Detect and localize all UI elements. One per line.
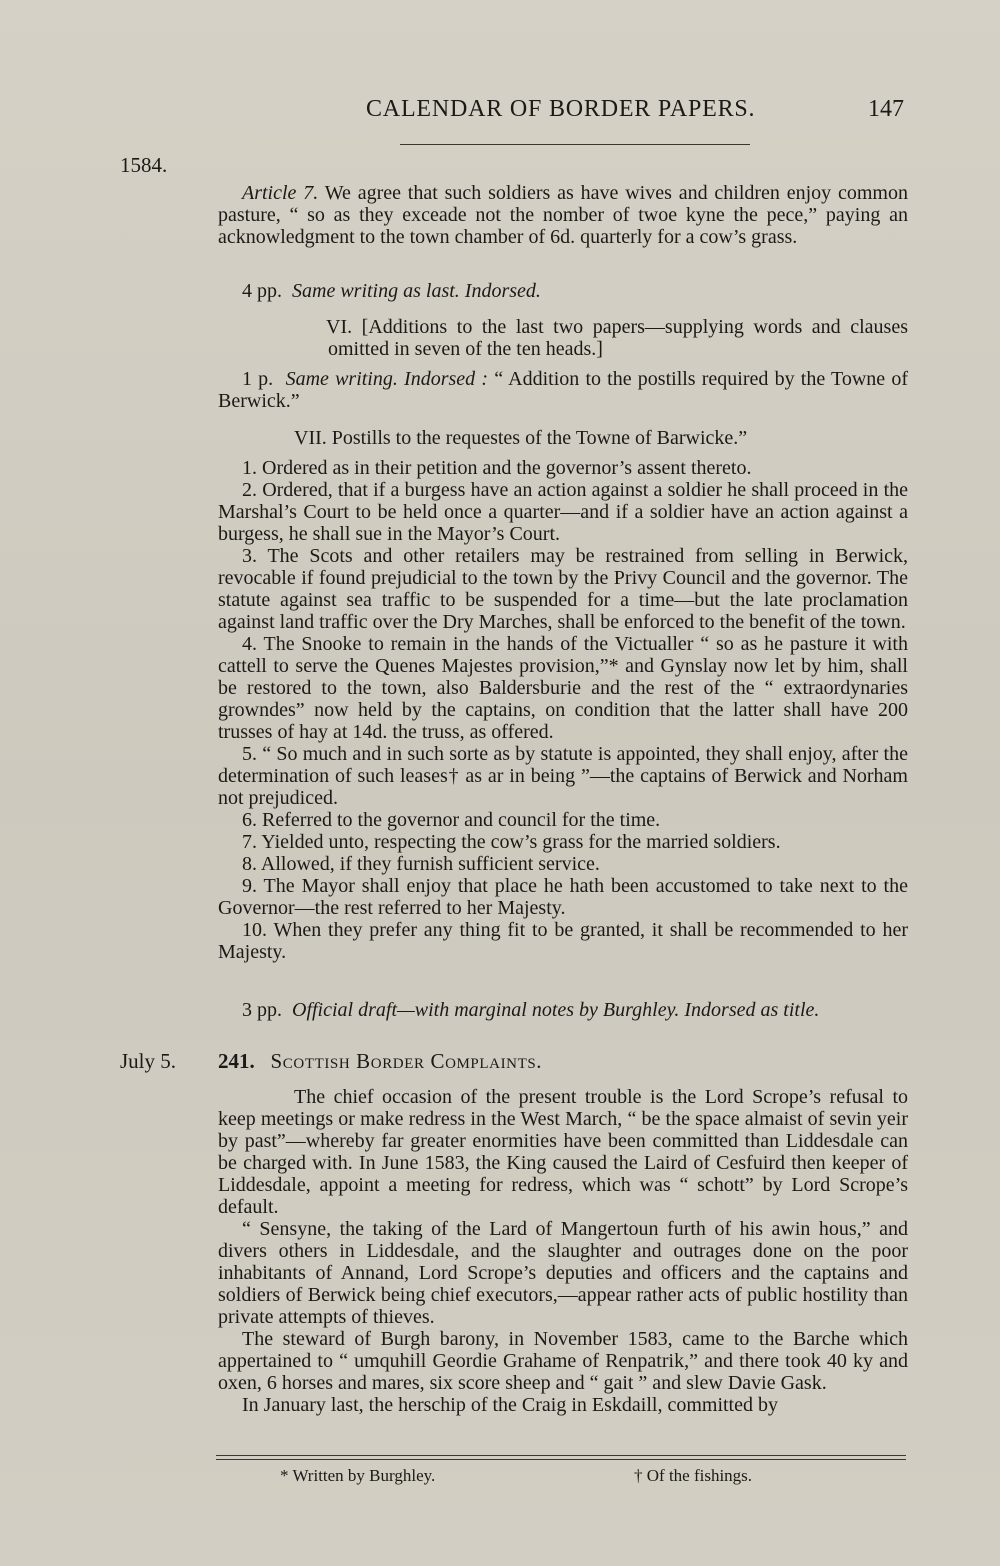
footnote-2: † Of the fishings. <box>634 1466 753 1485</box>
heading-vi <box>218 316 908 360</box>
note-3-text: Official draft—with marginal notes by Burghley. Indorsed as title. <box>292 999 820 1021</box>
note-2-text: “ Addition to the postills required by the Towne of Berwick.” <box>218 368 909 412</box>
article-7-label: Article 7. <box>242 182 319 204</box>
note-3 <box>218 999 908 1021</box>
note-2-italic: Same writing. Indorsed : <box>285 368 488 390</box>
postill-item: 2. Ordered, that if a burgess have an action against a soldier he shall proceed in the Marshal’s Court to be held once a quarter—and if a soldier have an action against a burgess, he shall sue in the Mayor’s Court. <box>218 479 908 545</box>
postill-item: 3. The Scots and other retailers may be restrained from selling in Berwick, revocable if found prejudicial to the town by the Privy Council and the governor. The statute against sea traffic to be suspended for a time—but the late proclamation against land traffic over the Dry Marches, shall be enforced to the benefit of the town. <box>218 545 908 633</box>
postill-item: 7. Yielded unto, respecting the cow’s grass for the married soldiers. <box>242 831 781 853</box>
note-2-pages: 1 p. <box>242 368 274 390</box>
postill-item: 5. “ So much and in such sorte as by statute is appointed, they shall enjoy, after the determination of such leases† as ar in being ”—the captains of Berwick and Norham not prejudiced. <box>218 743 908 809</box>
entry-241-heading <box>218 1049 542 1074</box>
heading-vii-text: VII. Postills to the requestes of the Towne of Barwicke.” <box>294 427 748 449</box>
heading-vi-text: VI. [Additions to the last two papers—supplying words and clauses omitted in seven of the ten heads.] <box>326 316 908 360</box>
entry-number: 241. <box>218 1049 255 1073</box>
body-paragraph: The steward of Burgh barony, in November 1583, came to the Barche which appertained to “ umquhill Geordie Grahame of Renpatrik,” and there took 40 ky and oxen, 6 horses and mares, six score sheep and “ gait ” and slew Davie Gask. <box>218 1328 908 1394</box>
note-1-pages: 4 pp. <box>242 280 282 302</box>
footnote-1: * Written by Burghley. <box>280 1466 436 1485</box>
body-paragraph: In January last, the herschip of the Craig in Eskdaill, committed by <box>242 1394 778 1416</box>
postill-item: 4. The Snooke to remain in the hands of the Victualler “ so as he pasture it with cattell to serve the Quenes Majestes provision,”* and Gynslay now let by him, shall be restored to the town, also Baldersburie and the rest of the “ extraordynaries growndes” now held by the captains, on condition that the latter shall have 200 trusses of hay at 14d. the truss, as offered. <box>218 633 908 743</box>
postill-item: 9. The Mayor shall enjoy that place he hath been accustomed to take next to the Governor—the rest referred to her Majesty. <box>218 875 908 919</box>
body-paragraph: “ Sensyne, the taking of the Lard of Mangertoun furth of his awin hous,” and divers others in Liddesdale, and the slaughter and outrages done on the poor inhabitants of Annand, Lord Scrope’s deputies and officers and the captains and soldiers of Berwick being chief executors,—appear rather acts of public hostility than private attempts of thieves. <box>218 1218 908 1328</box>
running-title: CALENDAR OF BORDER PAPERS. <box>366 96 756 122</box>
footnote-rule-lower <box>216 1459 906 1460</box>
note-1 <box>218 280 908 302</box>
article-7-text: We agree that such soldiers as have wives and children enjoy common pasture, “ so as they exceade not the nomber of twoe kyne the pece,” paying an acknowledgment to the town chamber of 6d. quarterly for a cow’s grass. <box>218 182 908 248</box>
page-number: 147 <box>868 96 904 122</box>
entry-241-body <box>218 1086 908 1416</box>
postill-list <box>218 457 908 963</box>
margin-date: July 5. <box>120 1049 177 1073</box>
heading-vii <box>218 427 908 449</box>
article-7-paragraph <box>218 182 908 248</box>
body-paragraph: The chief occasion of the present trouble is the Lord Scrope’s refusal to keep meetings or make redress in the West March, “ be the space almaist of sevin yeir by past”—whereby far greater enormities have been committed than Liddesdale can be charged with. In June 1583, the King caused the Laird of Cesfuird then keeper of Liddesdale, appoint a meeting for redress, which was “ schott” by Lord Scrope’s default. <box>218 1086 908 1218</box>
footnote-rule <box>216 1455 906 1456</box>
postill-item: 1. Ordered as in their petition and the governor’s assent thereto. <box>242 457 752 479</box>
margin-year: 1584. <box>120 153 168 177</box>
header-rule <box>400 144 750 145</box>
entry-title: Scottish Border Complaints. <box>270 1049 543 1073</box>
note-1-text: Same writing as last. Indorsed. <box>292 280 541 302</box>
note-2 <box>218 368 908 412</box>
postill-item: 8. Allowed, if they furnish sufficient service. <box>242 853 600 875</box>
postill-item: 10. When they prefer any thing fit to be granted, it shall be recommended to her Majesty. <box>218 919 908 963</box>
postill-item: 6. Referred to the governor and council for the time. <box>242 809 661 831</box>
note-3-pages: 3 pp. <box>242 999 282 1021</box>
